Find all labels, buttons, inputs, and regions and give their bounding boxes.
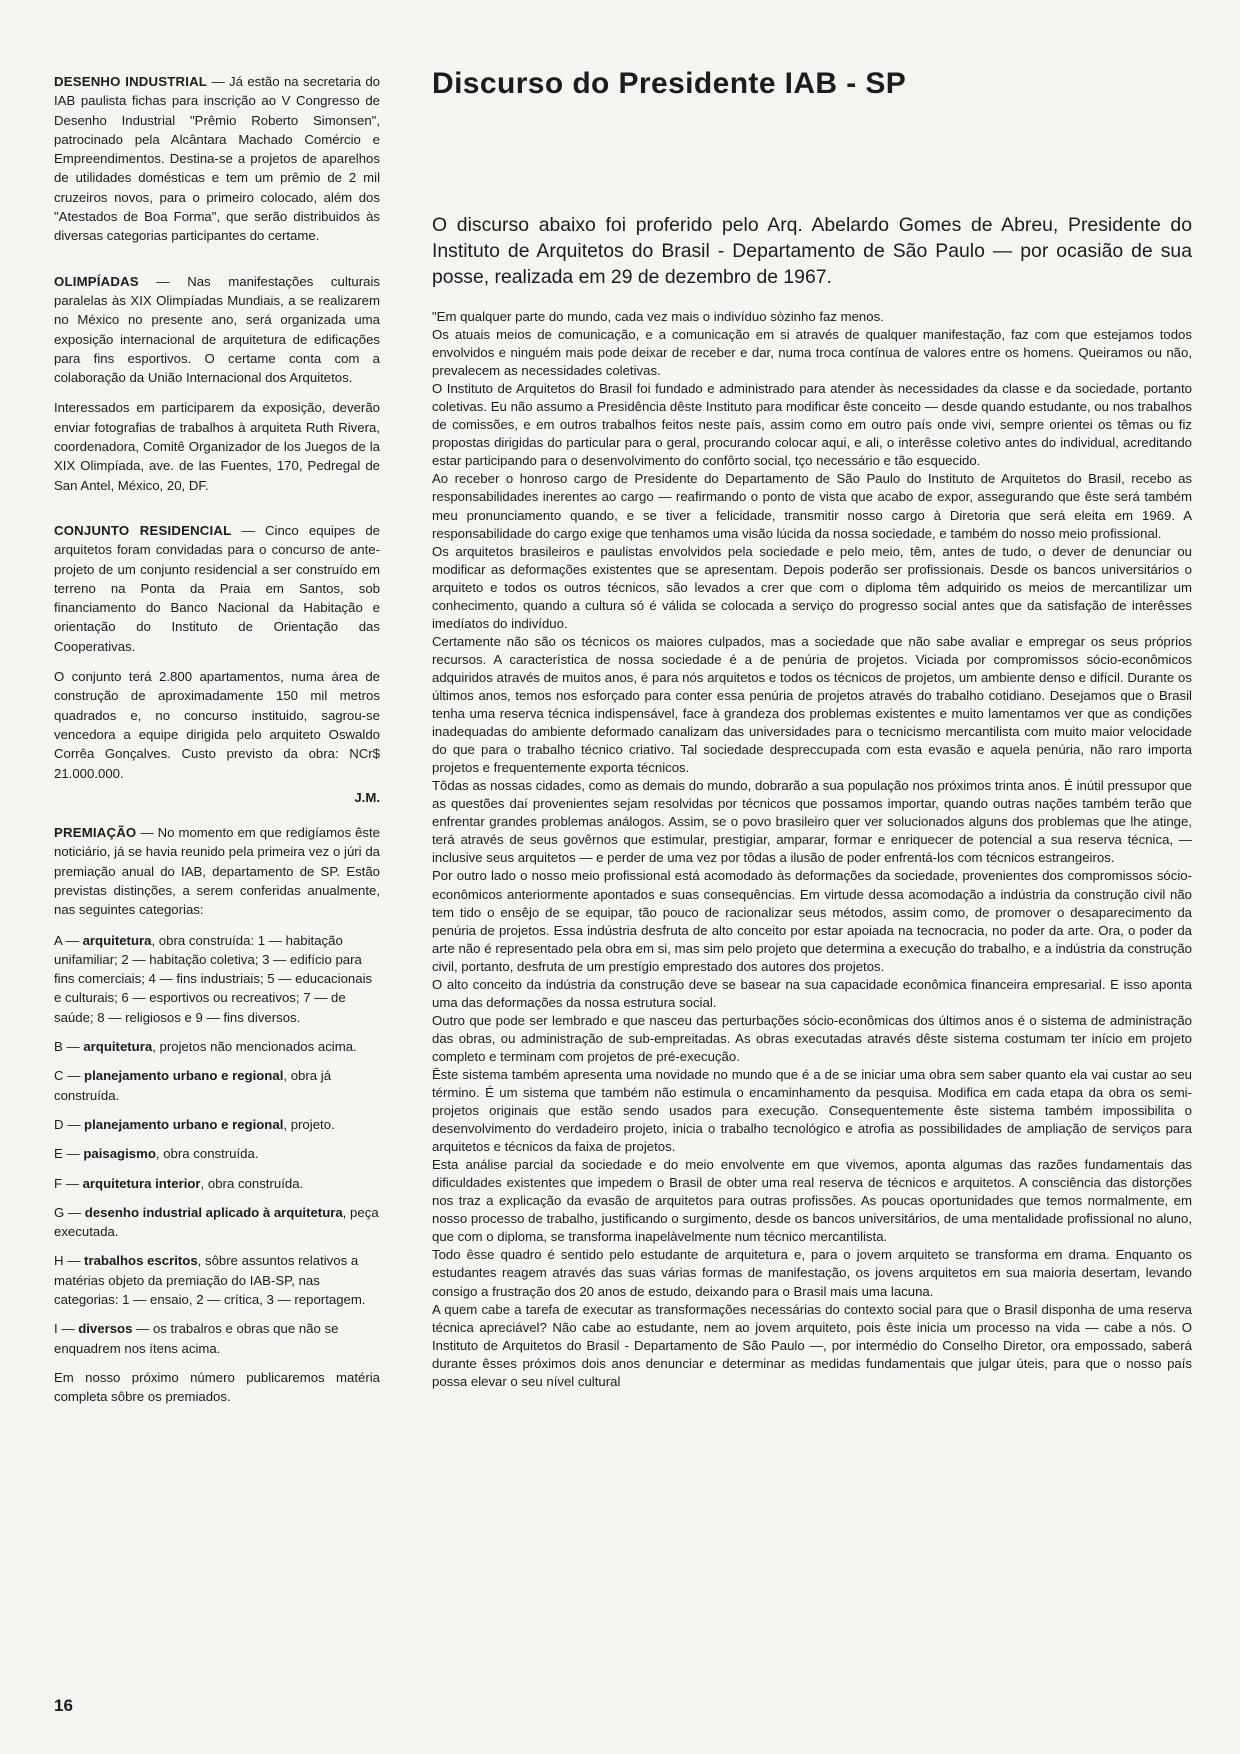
page-number: 16 — [54, 1696, 73, 1715]
speech-paragraph: Por outro lado o nosso meio profissional está acomodado às deformações da sociedade, provenientes dos compromissos sócio-econômicos anteriormente apontados e suas consequências. Em virtude dessa acomodação a indústria da construção civil não tem tido o ensêjo de se equipar, tão pouco de racionalizar seus métodos, assim como, de promover o desaparecimento da penúria de projetos. Essa indústria desfruta de alto conceito por estar apoiada na tecnocracia, no poder da arte. Ora, o poder da arte não é representado pela obra em si, mas sim pelo projeto que determina a execução do trabalho, e a indústria da construção civil, portanto, desfruta de um prestígio emprestado dos autores dos projetos. — [432, 868, 1192, 974]
speech-paragraph: Outro que pode ser lembrado e que nasceu das perturbações sócio-econômicas dos últimos anos é o sistema de administração das obras, ou administração de sub-empreitadas. As obras executadas através dêste sistema costumam ter início em projeto completo e terminam com projetos de pré-execução. — [432, 1012, 1192, 1064]
news-olimpiadas-contact: Interessados em participarem da exposição, deverão enviar fotografias de trabalhos à arquiteta Ruth Rivera, coordenadora, Comitê Organizador de los Juegos de la XIX Olimpíada, ave. de las Fuentes, 170, Pedregal de San Antel, México, 20, DF. — [54, 400, 380, 493]
speech-paragraph: Êste sistema também apresenta uma novidade no mundo que é a de se iniciar uma obra sem saber quanto ela vai custar ao seu término. É um sistema que também não estimula o encaminhamento da pesquisa. Modifica em cada etapa da obra os semi-projetos originais que estão sendo usados para execução. Consequentemente êste sistema também impossibilita o desenvolvimento do verdadeiro projeto, inicia o trabalho tecnológico e atrofia as possibilidades de ampliação de serviços para arquitetos e técnicos da faixa de projetos. — [432, 1066, 1192, 1155]
news-heading: PREMIAÇÃO — [54, 825, 137, 841]
speech-paragraph: Os arquitetos brasileiros e paulistas envolvidos pela sociedade e pelo meio, têm, antes de tudo, o dever de denunciar ou modificar as deformações existentes que se apresentam. Depois poderão ser profissionais. Desde os bancos universitários o arquiteto e todos os outros técnicos, são levados a crer que com o diploma têm adquirido os meios de mercantilizar um conhecimento, quando a cultura só é válida se colocada a serviço do progresso social antes que da satisfação de interêsses imedíatos do indivíduo. — [432, 543, 1192, 631]
article-speech — [432, 308, 1192, 1391]
news-text: — No momento em que redigíamos êste noticiário, já se havia reunido pela primeira vez o júri da premiação anual do IAB, departamento de SP. Estão previstas distinções, a serem conferidas anualmente, nas seguintes categorias: — [54, 825, 380, 918]
award-category: F — arquitetura interior, obra construída. — [54, 1175, 304, 1191]
speech-paragraph: Certamente não são os técnicos os maiores culpados, mas a sociedade que não sabe avaliar e empregar os seus próprios recursos. A característica de nossa sociedade é a de penúria de projetos. Viciada por compromissos sócio-econômicos adquiridos através de muitos anos, é para nós arquitetos e todos os técnicos de projetos, um ambiente denso e difícil. Durante os últimos anos, temos nos esforçado para conter essa penúria de projetos através do trabalho cotidiano. Desejamos que o Brasil tenha uma reserva técnica indispensável, face à grandeza dos problemas existentes e muito lamentamos ver que as condições inadequadas do ambiente deformado canalizam das universidades para o tecnicismo mercantilista com muito maior velocidade do que para o trabalho técnico criativo. Tal sociedade despreccupada com esta evasão e aquela penúria, não raro importa projetos e frequentemente exporta técnicos. — [432, 633, 1192, 776]
speech-paragraph: A quem cabe a tarefa de executar as transformações necessárias do contexto social para que o Brasil disponha de uma reserva técnica apreciável? Não cabe ao estudante, nem ao jovem arquiteto, pois êste inicia um processo na vida — cabe a nós. O Instituto de Arquitetos do Brasil - Departamento de São Paulo —, por intermédio do Conselho Diretor, ora empossado, saberá durante êsses próximos dois anos denunciar e determinar as medidas fundamentais que julgar úteis, para que o nosso país possa elevar o seu nível cultural — [432, 1301, 1192, 1389]
news-text: — Já estão na secretaria do IAB paulista fichas para inscrição ao V Congresso de Desenho Industrial "Prêmio Roberto Simonsen", patrocinado pela Alcântara Machado Comércio e Empreendimentos. Destina-se a projetos de aparelhos de utilidades domésticas e tem um prêmio de 2 mil cruzeiros novos, para o primeiro colocado, além dos "Atestados de Boa Forma", que serão distribuidos às diversas categorias participantes do certame. — [54, 74, 380, 244]
news-closing: Em nosso próximo número publicaremos matéria completa sôbre os premiados. — [54, 1369, 380, 1405]
speech-paragraph: Tôdas as nossas cidades, como as demais do mundo, dobrarão a sua população nos próximos trinta anos. É inútil pressupor que as questões daí provenientes sejam resolvidas por técnicos que possamos importar, quando outras nações também terão que enfrentar grandes problemas análogos. Assim, se o povo brasileiro quer ver solucionados alguns dos problemas que lhe atinge, terá através de seus govêrnos que estimular, prestigiar, amparar, formar e enriquecer de potencial a sua reserva técnica, — inclusive seus arquitetos — e perder de uma vez por tôdas a ilusão de poder enfrentá-los com técnicos estrangeiros. — [432, 778, 1192, 866]
speech-paragraph: Todo êsse quadro é sentido pelo estudante de arquitetura e, para o jovem arquiteto se transforma em drama. Enquanto os estudantes reagem através das suas várias formas de manifestação, os jovens arquitetos em sua maioria desertam, levando consigo a frustração dos 20 anos de estudo, deixando para o Brasil mais uma lacuna. — [432, 1247, 1192, 1299]
news-conjunto-residencial — [54, 521, 380, 656]
news-conjunto-details: O conjunto terá 2.800 apartamentos, numa área de construção de aproximadamente 150 mil metros quadrados e, no concurso instituido, sagrou-se vencedora a equipe dirigida pelo arquiteto Oswaldo Corrêa Gonçalves. Custo previsto da obra: NCr$ 21.000.000. — [54, 669, 380, 781]
news-heading: OLIMPÍADAS — [54, 273, 139, 289]
speech-paragraph: Ao receber o honroso cargo de Presidente do Departamento de São Paulo do Instituto de Arquitetos do Brasil, recebo as responsabilidades inerentes ao cargo — reafirmando o ponto de vista que acabo de expor, assegurando que êste será também meu pronunciamento quando, e se tiver a felicidade, transmitir nosso cargo à Diretoria que será eleita em 1969. A responsabilidade do cargo exige que tenhamos uma visão lúcida da nossa sociedade, e também do nosso meio profissional. — [432, 471, 1192, 541]
news-text: — Cinco equipes de arquitetos foram convidadas para o concurso de ante-projeto de um conjunto residencial a ser construído em terreno na Ponta da Praia em Santos, sob financiamento do Banco Nacional da Habitação e orientação do Instituto de Orientação das Cooperativas. — [54, 522, 380, 654]
news-premiacao — [54, 823, 380, 919]
article-title: Discurso do Presidente IAB - SP — [432, 67, 907, 100]
news-column — [54, 72, 380, 1418]
news-heading: DESENHO INDUSTRIAL — [54, 74, 208, 89]
award-category: E — paisagismo, obra construída. — [54, 1146, 259, 1162]
award-category: C — planejamento urbano e regional, obra já construída. — [54, 1068, 332, 1103]
award-category: G — desenho industrial aplicado à arquitetura, peça executada. — [54, 1204, 379, 1240]
news-desenho-industrial — [54, 72, 380, 246]
award-category: I — diversos — os trabalros e obras que não se enquadrem nos ítens acima. — [54, 1321, 339, 1356]
news-heading: CONJUNTO RESIDENCIAL — [54, 522, 232, 538]
speech-paragraph: O alto conceito da indústria da construção deve se basear na sua capacidade econômica financeira empresarial. E isso aponta uma das deformações da nossa estrutura social. — [432, 976, 1192, 1010]
speech-paragraph: Esta análise parcial da sociedade e do meio envolvente em que vivemos, aponta algumas das razões fundamentais das dificuldades existentes que impedem o Brasil de obter uma real reserva de técnicos e arquitetos. A consciência das distorções nos traz a explicação da evasão de arquitetos para outras profissões. As poucas oportunidades que temos normalmente, em nosso processo de trabalho, justificando o surgimento, desde os bancos universitários, de uma mentalidade profissional no aluno, que com o diploma, se transforma inapelàvelmente num técnico mercantilista. — [432, 1157, 1192, 1245]
award-category: A — arquitetura, obra construída: 1 — habitação unifamiliar; 2 — habitação coletiva; 3 — edifício para fins comerciais; 4 — fins industriais; 5 — educacionais e culturais; 6 — esportivos ou recreativos; 7 — de saúde; 8 — religiosos e 9 — fins diversos. — [54, 932, 373, 1025]
award-category: D — planejamento urbano e regional, projeto. — [54, 1116, 335, 1132]
news-text: — Nas manifestações culturais paralelas às XIX Olimpíadas Mundiais, a se realizarem no México no presente ano, será organizada uma exposição internacional de arquitetura de edificações para fins esportivos. O certame conta com a colaboração da União Internacional dos Arquitetos. — [54, 273, 380, 386]
award-category: B — arquitetura, projetos não mencionados acima. — [54, 1039, 357, 1055]
speech-paragraph: O Instituto de Arquitetos do Brasil foi fundado e administrado para atender às necessidades da classe e da sociedade, portanto coletivas. Eu não assumo a Presidência dêste Instituto para modificar êste conceito — desde quando estudante, ou nos trabalhos de comissões, e em outros trabalhos feitos neste país, assim como em outro país onde vivi, sempre orientei os têmas ou fiz propostas dirigidas do particular para o geral, procurando colocar aqui, e ali, o interêsse coletivo antes do individual, acreditando estar participando para o desenvolvimento do confôrto social, tço necessário e tão esquecido. — [432, 381, 1192, 469]
news-olimpiadas — [54, 272, 380, 388]
article-intro: O discurso abaixo foi proferido pelo Arq. Abelardo Gomes de Abreu, Presidente do Instituto de Arquitetos do Brasil - Departamento de São Paulo — por ocasião de sua posse, realizada em 29 de dezembro de 1967. — [432, 214, 1192, 288]
award-category: H — trabalhos escritos, sôbre assuntos relativos a matérias objeto da premiação do IAB-SP, nas categorias: 1 — ensaio, 2 — crítica, 3 — reportagem. — [54, 1253, 366, 1308]
author-signature: J.M. — [354, 789, 380, 805]
speech-paragraph: "Em qualquer parte do mundo, cada vez mais o indivíduo sòzinho faz menos. — [432, 309, 884, 324]
speech-paragraph: Os atuais meios de comunicação, e a comunicação em si através de qualquer manifestação, faz com que estejamos todos envolvidos e ninguém mais pode deixar de receber e dar, numa troca contínua de valores entre os homens. Queiramos ou não, prevalecem as necessidades coletivas. — [432, 327, 1192, 379]
